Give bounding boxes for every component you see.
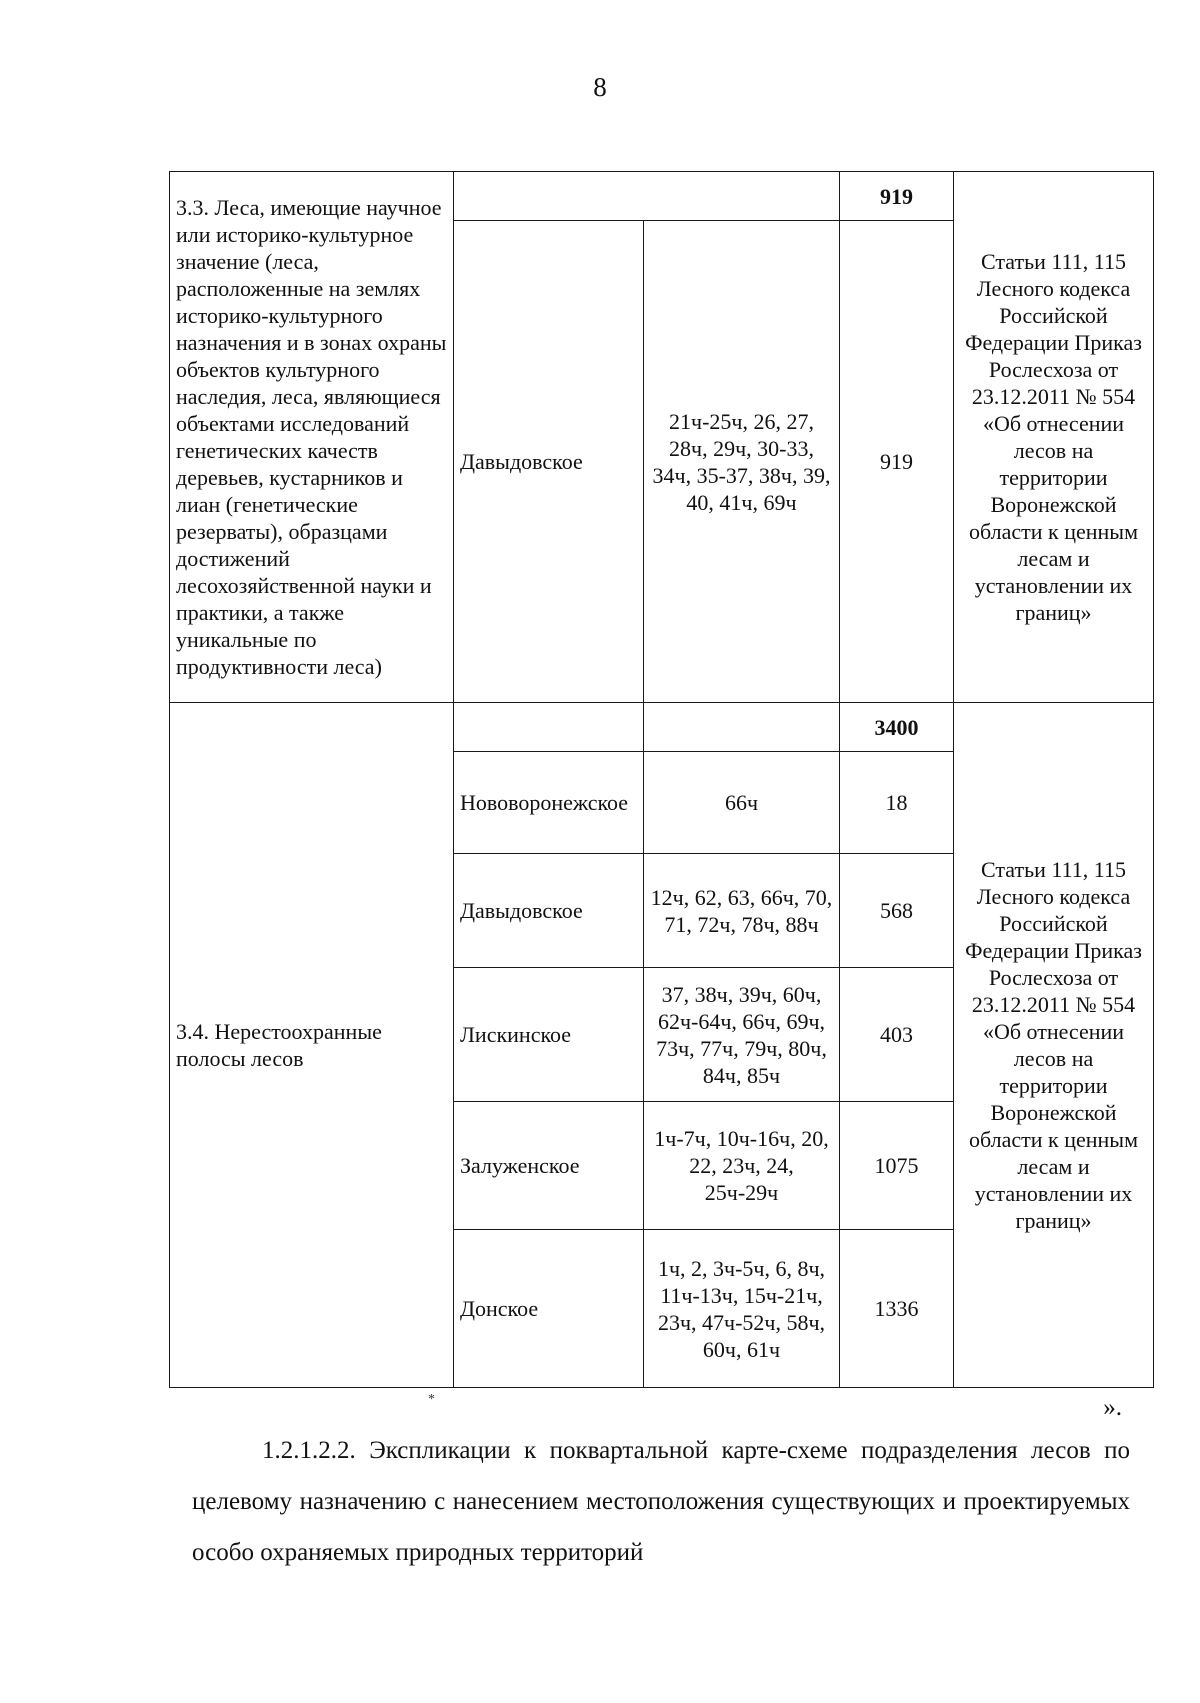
paragraph-text: 1.2.1.2.2. Экспликации к поквартальной карте-схеме подразделения лесов по целевому назначению с нанесением местоположения существующих и проектируемых особо охраняемых природных территорий	[192, 1437, 1130, 1566]
area-value: 1075	[840, 1102, 954, 1230]
category-3-3: 3.3. Леса, имеющие научное или историко-культурное значение (леса, расположенные на землях историко-культурного назначения и в зонах охраны объектов культурного наследия, леса, являющиеся объектами исследований генетических качеств деревьев, кустарников и лиан (генетические резерваты), образцами достижений лесохозяйственной науки и практики, а также уникальные по продуктивности леса)	[170, 172, 454, 703]
section-3-4-total-row	[170, 703, 1154, 752]
quarter-numbers: 12ч, 62, 63, 66ч, 70, 71, 72ч, 78ч, 88ч	[644, 854, 840, 968]
forest-category-table	[169, 171, 1154, 1388]
forestry-name: Нововоронежское	[454, 752, 644, 854]
quarter-numbers: 37, 38ч, 39ч, 60ч, 62ч-64ч, 66ч, 69ч, 73ч, 77ч, 79ч, 80ч, 84ч, 85ч	[644, 968, 840, 1102]
forestry-name: Донское	[454, 1230, 644, 1388]
total-3-3: 919	[840, 172, 954, 221]
body-paragraph	[192, 1425, 1130, 1578]
category-3-4: 3.4. Нерестоохранные полосы лесов	[170, 703, 454, 1388]
forestry-name: Давыдовское	[454, 221, 644, 703]
quarter-numbers: 21ч-25ч, 26, 27, 28ч, 29ч, 30-33, 34ч, 35-37, 38ч, 39, 40, 41ч, 69ч	[644, 221, 840, 703]
forestry-name: Давыдовское	[454, 854, 644, 968]
area-value: 568	[840, 854, 954, 968]
area-value: 18	[840, 752, 954, 854]
area-value: 919	[840, 221, 954, 703]
empty-cell	[454, 172, 840, 221]
legal-basis-3-3: Статьи 111, 115 Лесного кодекса Российской Федерации Приказ Рослесхоза от 23.12.2011 № 554 «Об отнесении лесов на территории Воронежской области к ценным лесам и установлении их границ»	[954, 172, 1154, 703]
empty-cell	[454, 703, 644, 752]
forestry-name: Залуженское	[454, 1102, 644, 1230]
legal-basis-3-4: Статьи 111, 115 Лесного кодекса Российской Федерации Приказ Рослесхоза от 23.12.2011 № 554 «Об отнесении лесов на территории Воронежской области к ценным лесам и установлении их границ»	[954, 703, 1154, 1388]
area-value: 1336	[840, 1230, 954, 1388]
total-3-4: 3400	[840, 703, 954, 752]
forestry-name: Лискинское	[454, 968, 644, 1102]
quarter-numbers: 66ч	[644, 752, 840, 854]
page-number: 8	[593, 72, 607, 102]
closing-quote: ».	[1103, 1394, 1122, 1421]
empty-cell	[644, 703, 840, 752]
area-value: 403	[840, 968, 954, 1102]
quarter-numbers: 1ч-7ч, 10ч-16ч, 20, 22, 23ч, 24, 25ч-29ч	[644, 1102, 840, 1230]
section-3-3-total-row	[170, 172, 1154, 221]
quarter-numbers: 1ч, 2, 3ч-5ч, 6, 8ч, 11ч-13ч, 15ч-21ч, 23ч, 47ч-52ч, 58ч, 60ч, 61ч	[644, 1230, 840, 1388]
stray-mark: *	[428, 1392, 435, 1407]
